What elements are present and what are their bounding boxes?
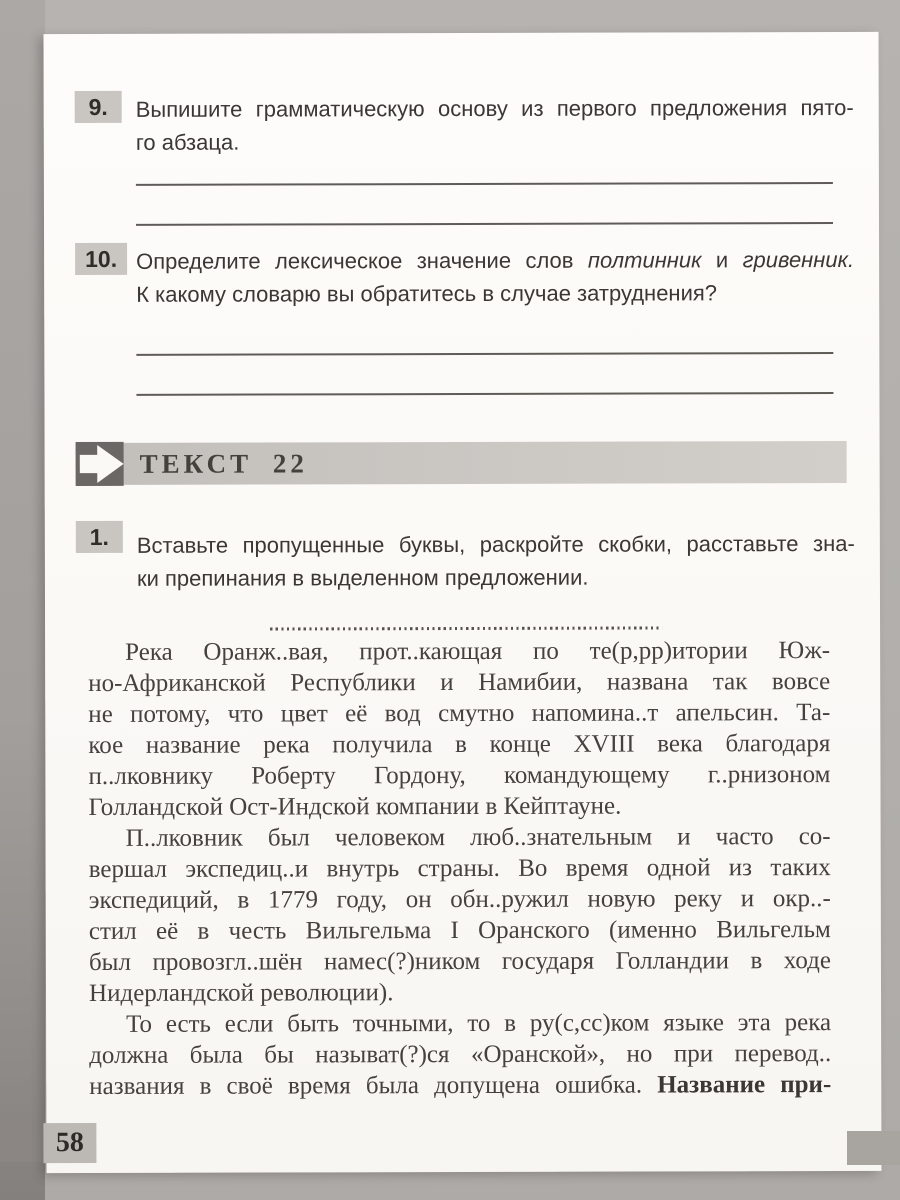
answer-line bbox=[136, 222, 833, 226]
highlighted-sentence-start: Название при- bbox=[657, 1071, 832, 1099]
reading-text bbox=[88, 635, 831, 1102]
section-title: ТЕКСТ 22 bbox=[139, 448, 308, 479]
question-10-text bbox=[136, 243, 854, 311]
question-1-line-2: ки препинания в выделенном предложении. bbox=[136, 564, 589, 591]
paragraph-3-text-part: названия в своё время была допущена ошибка. bbox=[89, 1071, 658, 1100]
page-number-badge: 58 bbox=[43, 1123, 96, 1163]
paragraph-2-line: П..лковник был человеком люб..знательным и часто со- bbox=[125, 823, 831, 852]
paragraph-1-line: кое название река получила в конце XVIII века благодаря bbox=[88, 730, 831, 759]
scan-spine-dark-patch bbox=[0, 1122, 43, 1162]
question-10-line-1 bbox=[136, 243, 854, 278]
section-header-bar bbox=[76, 441, 847, 485]
paragraph-3-line: То есть если быть точными, то в ру(с,сс)ком языке эта река bbox=[126, 1009, 832, 1038]
paragraph-1-line: п..лковнику Роберту Гордону, командующему г..рнизоном bbox=[88, 761, 831, 790]
term-grivennik: гривенник. bbox=[742, 246, 855, 273]
paragraph-2-line: вершал экспедиц..и внутрь страны. Во время одной из таких bbox=[88, 854, 831, 883]
paragraph-2-line: стил её в честь Вильгельма I Оранского (именно Вильгельм bbox=[88, 916, 831, 945]
paragraph-3-line: должна была бы называт(?)ся «Оранской», но при перевод.. bbox=[89, 1040, 832, 1069]
question-10-number-badge: 10. bbox=[75, 243, 127, 275]
question-10-text-part: и bbox=[701, 247, 743, 273]
arrow-icon-box bbox=[76, 442, 124, 486]
arrow-right-icon bbox=[80, 445, 124, 483]
paragraph-2-line: экспедиций, в 1779 году, он обн..ружил новую реку и окр..- bbox=[88, 885, 831, 914]
page-paper bbox=[44, 32, 882, 1173]
dotted-separator-line bbox=[270, 626, 662, 630]
paragraph-2-line: Нидерландской революции). bbox=[88, 979, 394, 1007]
paragraph-1-line: Река Оранж..вая, прот..кающая по те(р,рр)итории Юж- bbox=[125, 637, 831, 666]
term-poltinnik: полтинник bbox=[587, 247, 702, 273]
question-9-line-1: Выпишите грамматическую основу из первого предложения пято- bbox=[135, 94, 854, 122]
question-10-line-2: К какому словарю вы обратитесь в случае затруднения? bbox=[136, 280, 718, 307]
question-9-number-badge: 9. bbox=[75, 91, 122, 123]
question-9-text bbox=[136, 91, 854, 159]
paragraph-3-line bbox=[89, 1069, 831, 1102]
paragraph-2-line: был провозгл..шён намес(?)ником государя Голландии в ходе bbox=[88, 947, 831, 976]
question-1-text bbox=[137, 527, 855, 595]
question-9-line-2: го абзаца. bbox=[135, 129, 240, 155]
question-1-line-1: Вставьте пропущенные буквы, раскройте скобки, расставьте зна- bbox=[136, 530, 855, 558]
question-10-text-part: Определите лексическое значение слов bbox=[136, 247, 588, 274]
paragraph-1-line: не потому, что цвет её вод смутно напомина..т апельсин. Та- bbox=[88, 699, 831, 728]
facing-page-badge-sliver bbox=[847, 1131, 900, 1165]
answer-line bbox=[136, 352, 833, 356]
question-1-number-badge: 1. bbox=[76, 521, 123, 553]
paragraph-1-line: Голландской Ост-Индской компании в Кейптауне. bbox=[88, 792, 622, 821]
scan-spine-shadow bbox=[0, 0, 45, 1200]
paragraph-1-line: но-Африканской Республики и Намибии, названа так вовсе bbox=[88, 668, 831, 697]
answer-line bbox=[136, 182, 833, 186]
answer-line bbox=[136, 392, 833, 396]
